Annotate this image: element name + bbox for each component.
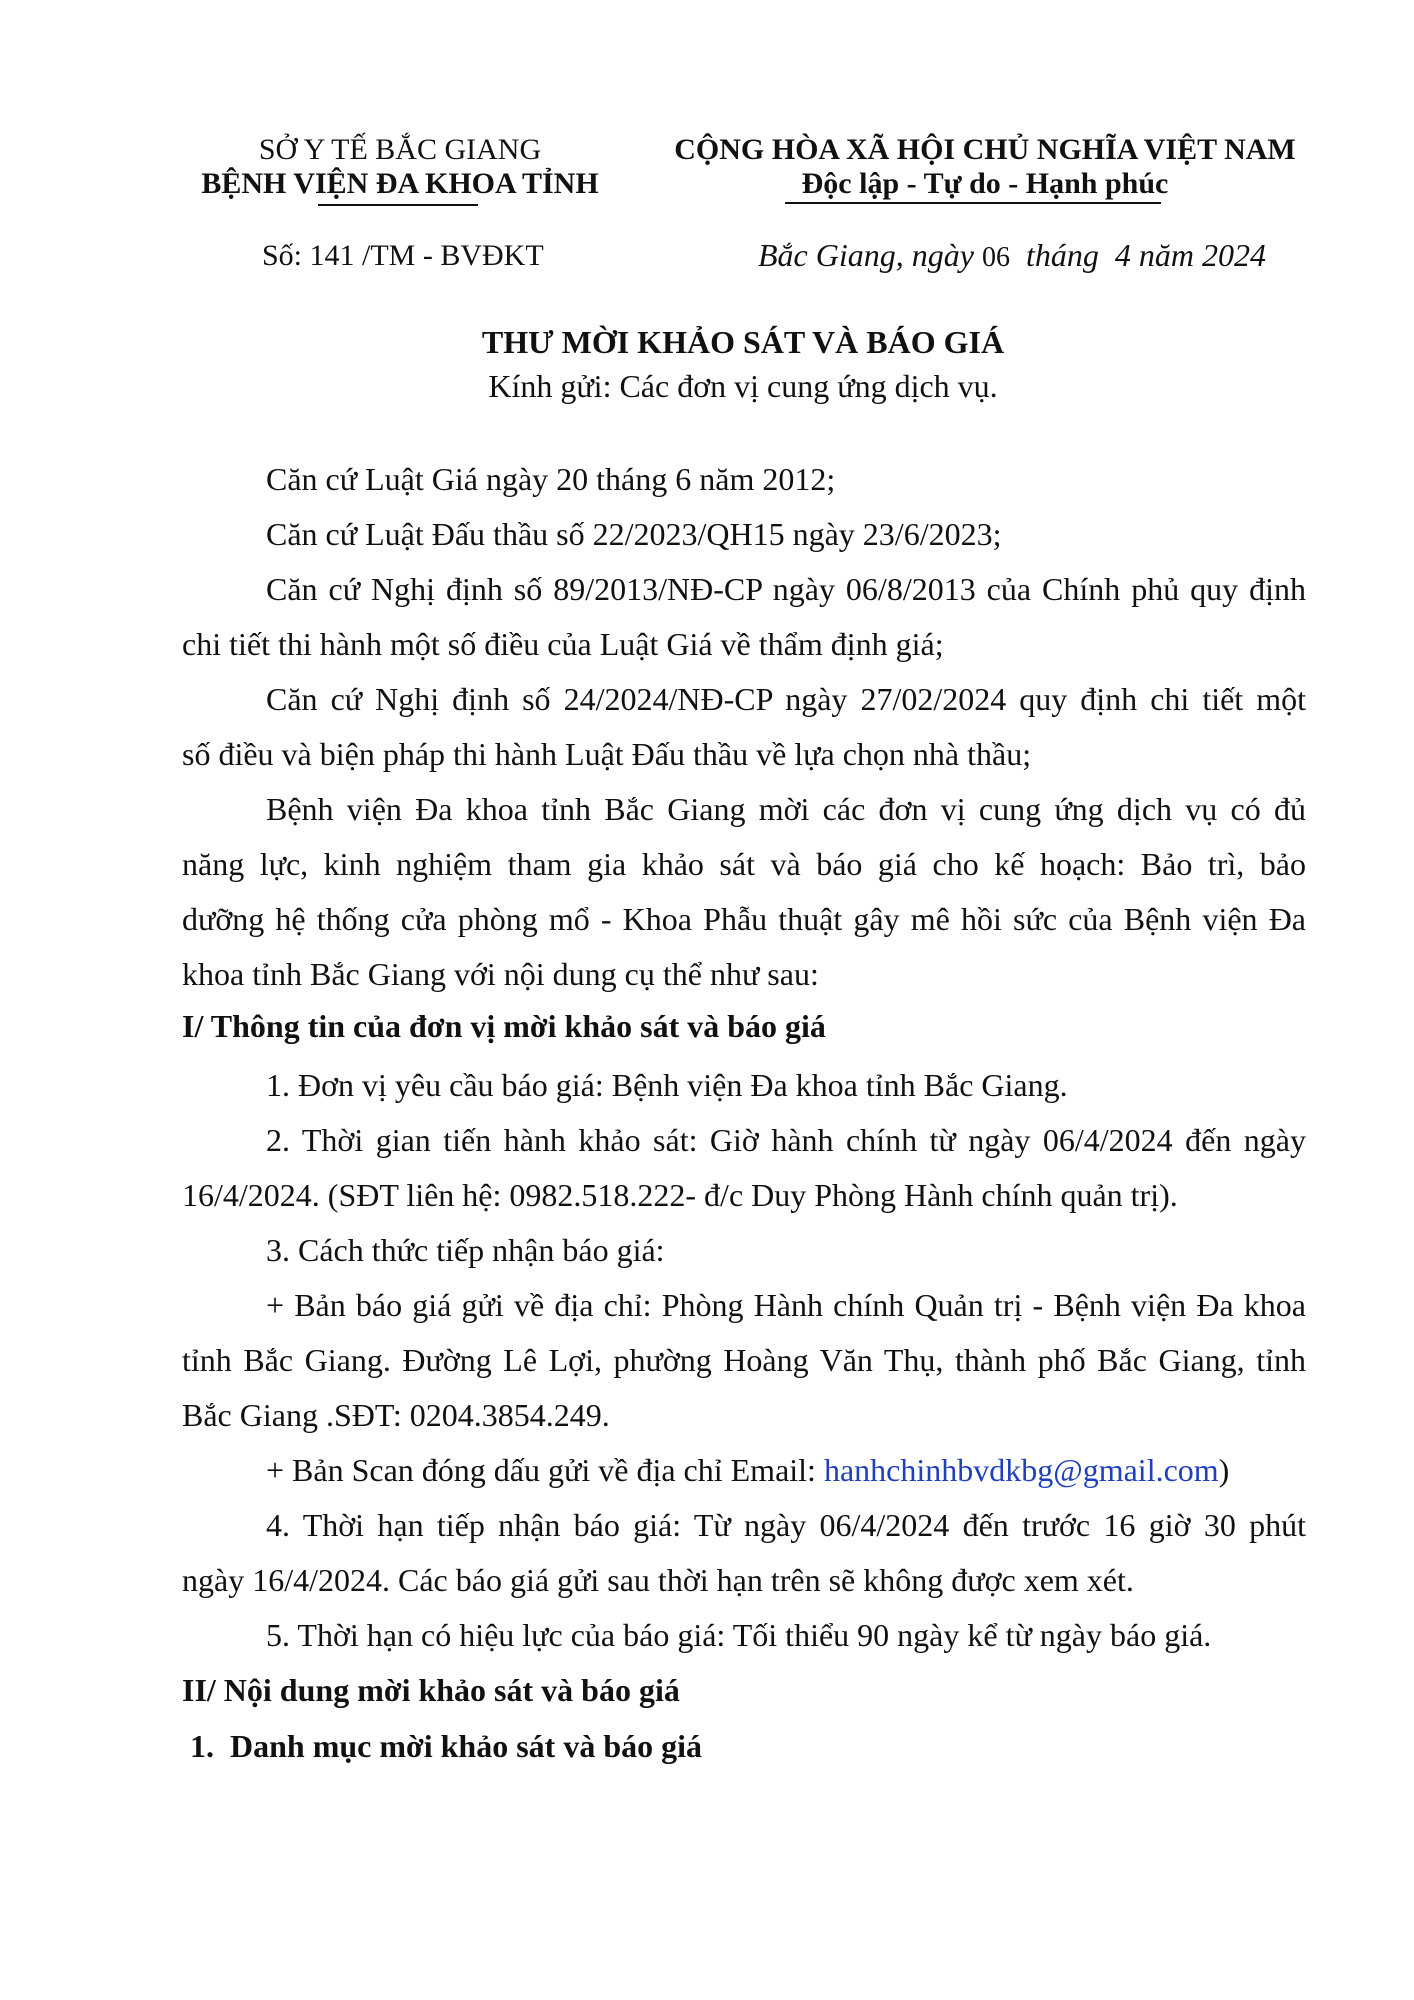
intro-line-2: năng lực, kinh nghiệm tham gia khảo sát và báo giá cho kế hoạch: Bảo trì, bảo xyxy=(182,846,1306,882)
item-3: 3. Cách thức tiếp nhận báo giá: xyxy=(266,1232,665,1268)
item-2-cont: 16/4/2024. (SĐT liên hệ: 0982.518.222- đ/c Duy Phòng Hành chính quản trị). xyxy=(182,1177,1178,1213)
item-5: 5. Thời hạn có hiệu lực của báo giá: Tối thiểu 90 ngày kể từ ngày báo giá. xyxy=(266,1617,1212,1653)
legal-bases xyxy=(182,452,1306,782)
national-motto: Độc lập - Tự do - Hạnh phúc xyxy=(801,167,1169,200)
motto-underline xyxy=(785,202,1161,204)
date-day: 06 xyxy=(981,242,1010,273)
item-1: 1. Đơn vị yêu cầu báo giá: Bệnh viện Đa khoa tỉnh Bắc Giang. xyxy=(266,1067,1068,1103)
section-2-heading: II/ Nội dung mời khảo sát và báo giá xyxy=(182,1672,680,1708)
item-2: 2. Thời gian tiến hành khảo sát: Giờ hành chính từ ngày 06/4/2024 đến ngày xyxy=(266,1122,1306,1158)
item-3-address: + Bản báo giá gửi về địa chỉ: Phòng Hành chính Quản trị - Bệnh viện Đa khoa xyxy=(266,1287,1306,1323)
item-4-cont: ngày 16/4/2024. Các báo giá gửi sau thời hạn trên sẽ không được xem xét. xyxy=(182,1562,1134,1598)
issuer-department: SỞ Y TẾ BẮC GIANG xyxy=(258,133,542,166)
document-date xyxy=(758,236,1266,277)
document-number: Số: 141 /TM - BVĐKT xyxy=(262,239,544,272)
email-prefix: + Bản Scan đóng dấu gửi về địa chỉ Email: xyxy=(266,1452,824,1488)
document-title: THƯ MỜI KHẢO SÁT VÀ BÁO GIÁ xyxy=(481,324,1005,360)
date-prefix: Bắc Giang, ngày xyxy=(758,237,982,273)
intro-paragraph xyxy=(182,782,1306,1002)
intro-line-3: dưỡng hệ thống cửa phòng mổ - Khoa Phẫu thuật gây mê hồi sức của Bệnh viện Đa xyxy=(182,901,1306,937)
date-rest: tháng 4 năm 2024 xyxy=(1009,237,1266,273)
item-3-address-phone: Bắc Giang .SĐT: 0204.3854.249. xyxy=(182,1397,610,1433)
intro-line-4: khoa tỉnh Bắc Giang với nội dung cụ thể như sau: xyxy=(182,956,819,992)
legal-basis-4: Căn cứ Nghị định số 24/2024/NĐ-CP ngày 27/02/2024 quy định chi tiết một xyxy=(266,681,1306,717)
section-1-items xyxy=(182,1058,1306,1663)
legal-basis-4-cont: số điều và biện pháp thi hành Luật Đấu thầu về lựa chọn nhà thầu; xyxy=(182,736,1032,772)
issuer-underline xyxy=(318,204,478,206)
issuer-hospital: BỆNH VIỆN ĐA KHOA TỈNH xyxy=(201,167,599,200)
legal-basis-3: Căn cứ Nghị định số 89/2013/NĐ-CP ngày 06/8/2013 của Chính phủ quy định xyxy=(266,571,1306,607)
legal-basis-1: Căn cứ Luật Giá ngày 20 tháng 6 năm 2012; xyxy=(266,461,836,497)
item-3-email-line xyxy=(182,1443,1306,1498)
item-3-address-cont: tỉnh Bắc Giang. Đường Lê Lợi, phường Hoàng Văn Thụ, thành phố Bắc Giang, tỉnh xyxy=(182,1342,1306,1378)
recipient-line: Kính gửi: Các đơn vị cung ứng dịch vụ. xyxy=(488,368,998,404)
section-1-heading: I/ Thông tin của đơn vị mời khảo sát và báo giá xyxy=(182,1008,826,1044)
email-link[interactable]: hanhchinhbvdkbg@gmail.com xyxy=(823,1452,1219,1488)
legal-basis-2: Căn cứ Luật Đấu thầu số 22/2023/QH15 ngày 23/6/2023; xyxy=(266,516,1002,552)
national-title: CỘNG HÒA XÃ HỘI CHỦ NGHĨA VIỆT NAM xyxy=(674,133,1296,166)
email-suffix: ) xyxy=(1218,1452,1230,1488)
intro-line-1: Bệnh viện Đa khoa tỉnh Bắc Giang mời các đơn vị cung ứng dịch vụ có đủ xyxy=(266,791,1306,827)
section-2-subheading: 1. Danh mục mời khảo sát và báo giá xyxy=(190,1728,703,1764)
item-4: 4. Thời hạn tiếp nhận báo giá: Từ ngày 06/4/2024 đến trước 16 giờ 30 phút xyxy=(266,1507,1306,1543)
legal-basis-3-cont: chi tiết thi hành một số điều của Luật Giá về thẩm định giá; xyxy=(182,626,944,662)
